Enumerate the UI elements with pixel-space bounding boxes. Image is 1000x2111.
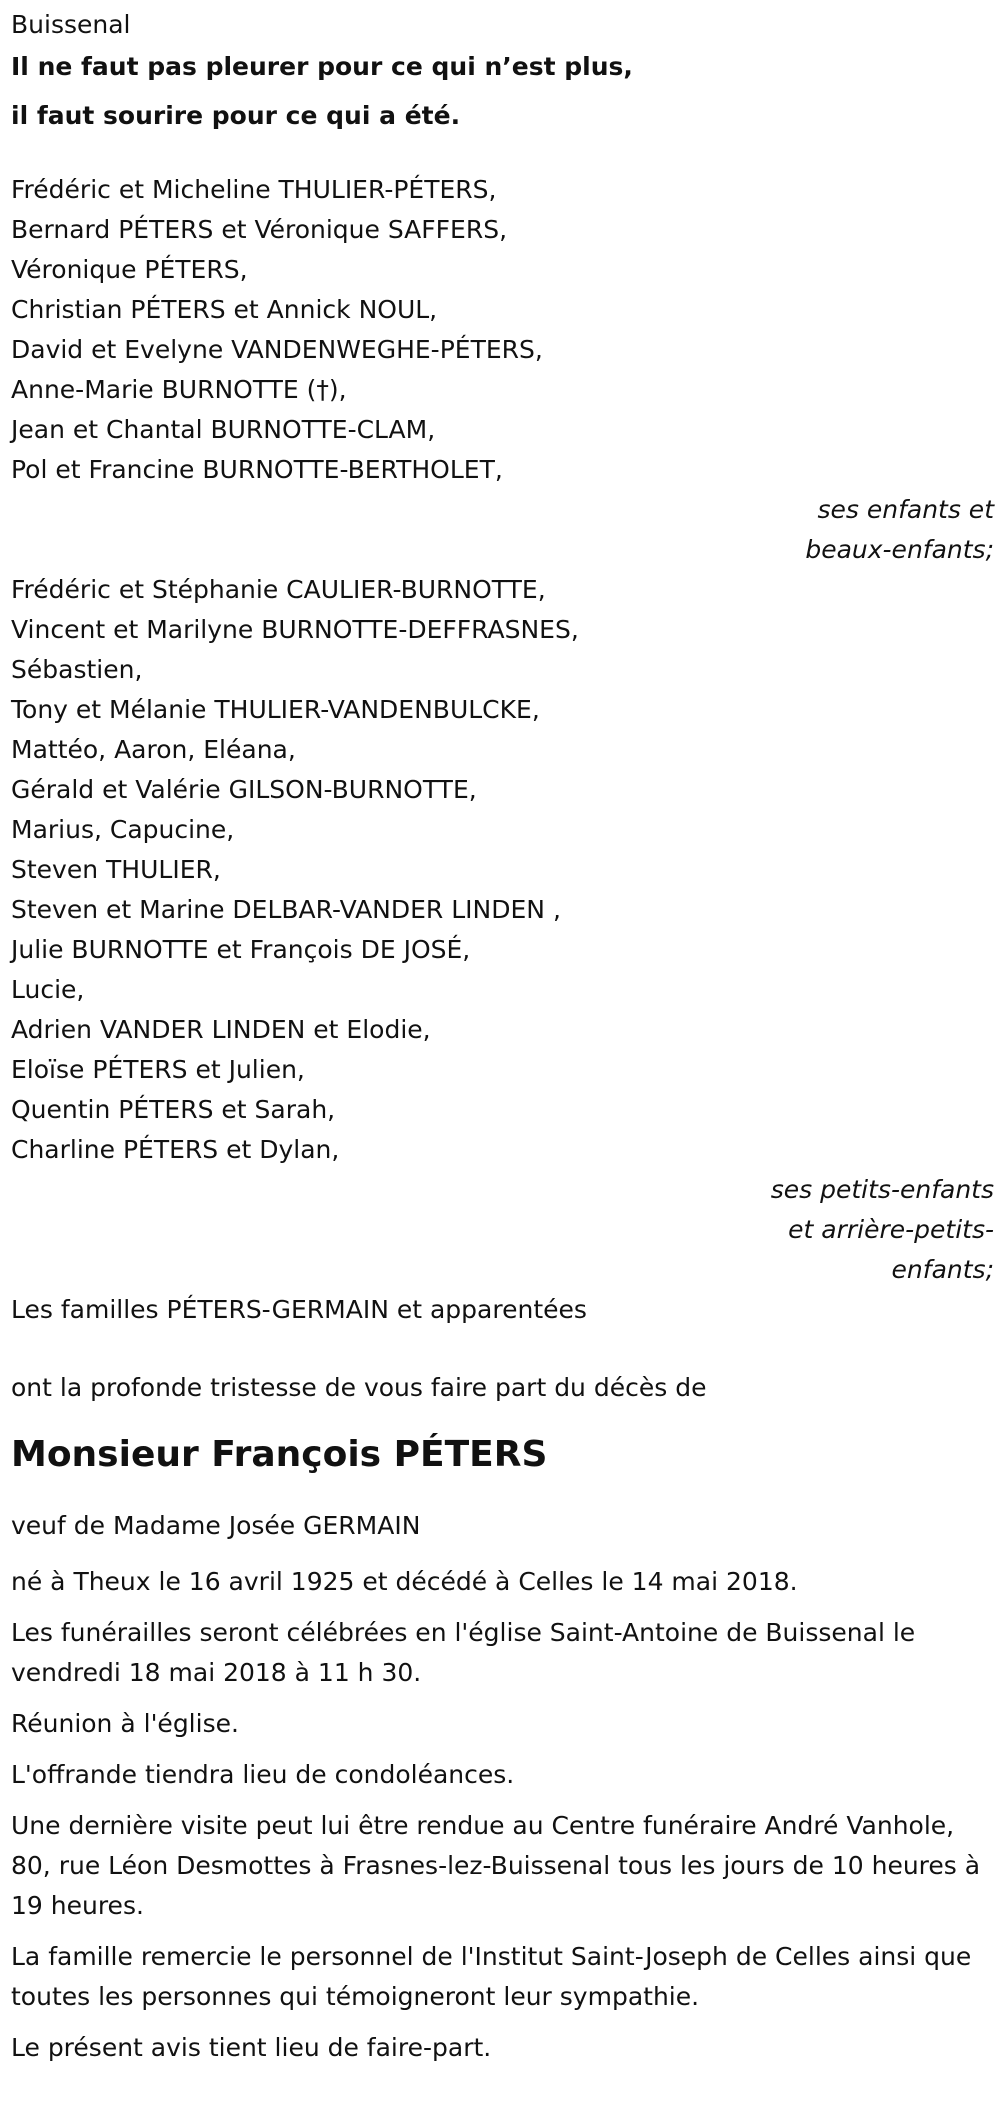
role-line: enfants; [891,1255,994,1284]
list-item: Charline PÉTERS et Dylan, [11,1135,340,1164]
paragraph: Une dernière visite peut lui être rendue au Centre funéraire André Vanhole, 80, rue Léon Desmottes à Frasnes-lez-Buissenal tous les jours de 10 heures à 19 heures. [11,1811,981,1920]
list-item: Tony et Mélanie THULIER-VANDENBULCKE, [11,695,540,724]
widower-line: veuf de Madame Josée GERMAIN [11,1511,421,1540]
grandchildren-role [11,1170,994,1290]
list-item: Sébastien, [11,655,143,684]
list-item: Marius, Capucine, [11,815,235,844]
children-list [11,170,994,490]
list-item: Vincent et Marilyne BURNOTTE-DEFFRASNES, [11,615,579,644]
list-item: Lucie, [11,975,85,1004]
list-item: Christian PÉTERS et Annick NOUL, [11,295,438,324]
list-item: Steven THULIER, [11,855,221,884]
role-line: beaux-enfants; [805,535,994,564]
list-item: Frédéric et Stéphanie CAULIER-BURNOTTE, [11,575,546,604]
list-item: Quentin PÉTERS et Sarah, [11,1095,336,1124]
list-item: Steven et Marine DELBAR-VANDER LINDEN , [11,895,561,924]
paragraph: Le présent avis tient lieu de faire-part. [11,2033,492,2062]
list-item: Jean et Chantal BURNOTTE-CLAM, [11,415,436,444]
list-item: Eloïse PÉTERS et Julien, [11,1055,305,1084]
quote-line: il faut sourire pour ce qui a été. [11,101,461,130]
list-item: Pol et Francine BURNOTTE-BERTHOLET, [11,455,503,484]
role-line: ses enfants et [817,495,994,524]
list-item: Mattéo, Aaron, Eléana, [11,735,296,764]
list-item: Bernard PÉTERS et Véronique SAFFERS, [11,215,508,244]
deceased-name: Monsieur François PÉTERS [11,1434,548,1475]
list-item: Frédéric et Micheline THULIER-PÉTERS, [11,175,497,204]
obituary-text [11,8,994,2079]
list-item: Véronique PÉTERS, [11,255,248,284]
location: Buissenal [11,10,131,39]
list-item: Julie BURNOTTE et François DE JOSÉ, [11,935,471,964]
list-item: Gérald et Valérie GILSON-BURNOTTE, [11,775,477,804]
children-role [11,490,994,570]
list-item: Adrien VANDER LINDEN et Elodie, [11,1015,431,1044]
role-line: et arrière-petits- [788,1215,994,1244]
list-item: Anne-Marie BURNOTTE (†), [11,375,347,404]
paragraph: né à Theux le 16 avril 1925 et décédé à Celles le 14 mai 2018. [11,1567,798,1596]
list-item: David et Evelyne VANDENWEGHE-PÉTERS, [11,335,543,364]
grandchildren-list [11,570,994,1170]
paragraph: Réunion à l'église. [11,1709,239,1738]
quote [11,42,994,140]
details [11,1562,994,2068]
families-line: Les familles PÉTERS-GERMAIN et apparentées [11,1295,587,1324]
paragraph: La famille remercie le personnel de l'Institut Saint-Joseph de Celles ainsi que toutes les personnes qui témoigneront leur sympathie. [11,1942,972,2011]
announcement-line: ont la profonde tristesse de vous faire part du décès de [11,1373,707,1402]
paragraph: L'offrande tiendra lieu de condoléances. [11,1760,515,1789]
role-line: ses petits-enfants [770,1175,994,1204]
paragraph: Les funérailles seront célébrées en l'église Saint-Antoine de Buissenal le vendredi 18 mai 2018 à 11 h 30. [11,1618,916,1687]
quote-line: Il ne faut pas pleurer pour ce qui n’est plus, [11,52,633,81]
